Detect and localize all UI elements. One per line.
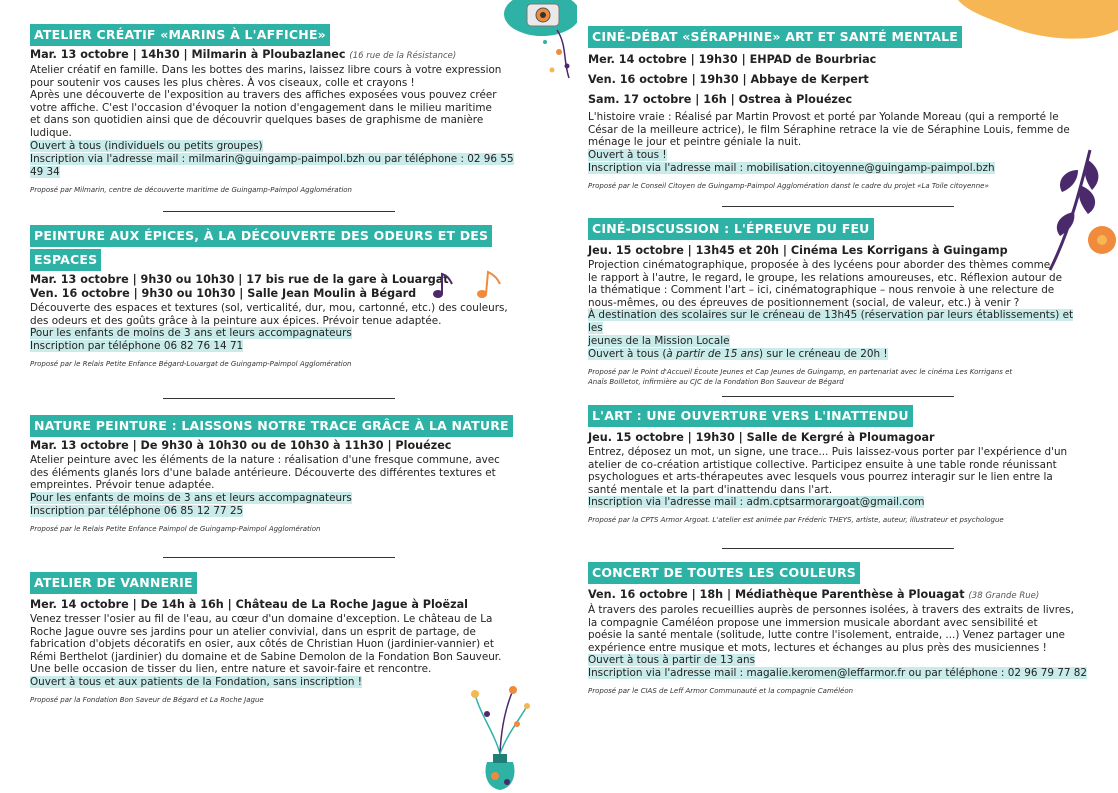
event-title-line: ATELIER CRÉATIF «MARINS À L'AFFICHE» [30,24,330,46]
event-credit: Proposé par la Fondation Bon Saveur de Bégard et La Roche Jague [30,695,264,704]
credit-line: Proposé par le Point d'Accueil Écoute Jeunes et Cap Jeunes de Guingamp, en partenariat avec le cinéma Les Korrigans et [588,368,1013,377]
description-line: ménage le jour et peintre géniale la nuit. [588,136,802,149]
event-date-line: Jeu. 15 octobre | 13h45 et 20h | Cinéma Les Korrigans à Guingamp [588,244,1008,257]
event-registration[interactable]: Inscription via l'adresse mail : magalie.keromen@leffarmor.fr ou par téléphone : 02 96 79 77 82 [588,667,1088,680]
description-line: psychologues et arts-thérapeutes avec lesquels vous pourrez interagir sur le lien entre la [588,471,1053,484]
description-line: empreintes. Prévoir tenue adaptée. [30,479,215,492]
event-title-line: CONCERT DE TOUTES LES COULEURS [588,562,860,584]
event-date-line: Mar. 13 octobre | De 9h30 à 10h30 ou de 10h30 à 11h30 | Plouézec [30,439,452,452]
event-address-note: (16 rue de la Résistance) [349,51,457,61]
event-concert-couleurs [588,562,1088,697]
section-divider [163,557,395,558]
description-line: César de la meilleure actrice), le film Séraphine retrace la vie de Séraphine Louis, femme de [588,123,1070,136]
event-audience: Ouvert à tous ! [588,148,667,161]
event-date-line [30,48,530,63]
event-registration[interactable]: Inscription par téléphone 06 82 76 14 71 [30,340,244,353]
event-audience: Pour les enfants de moins de 3 ans et leurs accompagnateurs [30,491,352,504]
event-cine-debat-seraphine [588,26,1088,191]
description-line: votre affiche. C'est l'occasion d'évoquer la notion d'engagement dans le milieu maritime [30,101,492,114]
description-line: Rémi Berthelot (jardinier) du domaine et de Sabine Demolon de la Fondation Bon Sauveur. [30,650,502,663]
event-date-line: Mar. 13 octobre | 9h30 ou 10h30 | 17 bis rue de la gare à Louargat [30,273,449,286]
event-credit: Proposé par le Relais Petite Enfance Paimpol de Guingamp-Paimpol Agglomération [30,524,321,533]
event-registration[interactable]: Inscription via l'adresse mail : mobilisation.citoyenne@guingamp-paimpol.bzh [588,161,995,174]
event-nature-peinture [30,415,530,534]
event-title [588,218,1088,240]
event-title [588,562,1088,584]
event-credit: Proposé par le Conseil Citoyen de Guingamp-Paimpol Agglomération danst le cadre du projet «La Toile citoyenne» [588,181,989,190]
event-credit: Proposé par Milmarin, centre de découverte maritime de Guingamp-Paimpol Agglomération [30,185,352,194]
yellow-blob-icon [958,0,1118,50]
description-line: Entrez, déposez un mot, un signe, une trace... Puis laissez-vous porter par l'expérience d'un [588,446,1068,458]
description-line: expérience entre musique et mots, lectures et échanges au plus près des musiciennes ! [588,641,1047,654]
event-title [30,225,530,271]
audience-pre: Ouvert à tous ( [588,348,667,361]
description-line: Venez tresser l'osier au fil de l'eau, au cœur d'un domaine d'exception. Le château de La [30,613,493,625]
event-title [30,572,530,594]
event-description [30,613,530,676]
section-divider [163,398,395,399]
event-title [30,415,530,437]
event-title [30,24,530,46]
description-line: L'histoire vraie : Réalisé par Martin Provost et porté par Yolande Moreau (qui a remporté le [588,111,1059,123]
event-atelier-marins [30,24,530,195]
event-title-line: PEINTURE AUX ÉPICES, À LA DÉCOUVERTE DES ODEURS ET DES [30,225,492,247]
event-date-line: Mer. 14 octobre | 19h30 | EHPAD de Bourbriac [588,53,877,66]
event-registration[interactable]: Inscription via l'adresse mail : milmarin@guingamp-paimpol.bzh ou par téléphone : 02 96 55 49 34 [30,152,514,178]
event-address-note: (38 Grande Rue) [968,591,1040,601]
description-line: Roche Jague ouvre ses jardins pour un atelier convivial, dans un esprit de partage, de [30,625,476,638]
event-date-line: Mer. 14 octobre | De 14h à 16h | Château de La Roche Jague à Ploëzal [30,598,468,611]
event-title-line: L'ART : UNE OUVERTURE VERS L'INATTENDU [588,405,913,427]
music-notes-icon [420,266,515,306]
description-line: nous-mêmes, ou des épreuves de positionnement (social, de valeur, etc.) à venir ? [588,296,1020,309]
purple-leaf-icon [1030,140,1118,280]
description-line: santé mentale et la part d'inattendu dans l'art. [588,483,833,496]
event-audience: Ouvert à tous et aux patients de la Fondation, sans inscription ! [30,675,362,688]
description-line: ludique. [30,126,72,139]
event-description [588,446,1088,496]
event-audience: Ouvert à tous (individuels ou petits groupes) [30,139,263,152]
description-line: fabrication d'objets décoratifs en osier, aux côtés de Christian Huon (jardinier-vannier) et [30,638,494,651]
description-line: Atelier créatif en famille. Dans les bottes des marins, laissez libre cours à votre expression [30,64,502,76]
event-title-line: ESPACES [30,249,101,271]
event-title [588,405,1088,427]
event-date-line [588,588,1088,603]
section-divider [722,206,954,207]
description-line: Découverte des espaces et textures (sol, verticalité, dur, mou, cartonné, etc.) des couleurs, [30,302,508,314]
event-credit: Proposé par le CIAS de Leff Armor Communauté et la compagnie Caméléon [588,687,854,696]
description-line: Une belle occasion de tisser du lien, entre nature et savoir-faire et rencontre. [30,663,432,676]
description-line: la thématique : Comment l'art – ici, cinématographique – nous renvoie à une relecture de [588,284,1055,297]
description-line: la compagnie Caméléon propose une immersion musicale abordant avec sensibilité et [588,616,1038,629]
vase-flowers-icon [465,684,535,793]
event-credit: Proposé par le Relais Petite Enfance Bégard-Louargat de Guingamp-Paimpol Agglomération [30,360,352,369]
description-line: le rapport à l'autre, le regard, le groupe, les relations amoureuses, etc. Réflexion autour de [588,271,1063,284]
event-audience: Pour les enfants de moins de 3 ans et leurs accompagnateurs [30,327,352,340]
event-audience: Ouvert à tous à partir de 13 ans [588,654,755,667]
camera-icon [497,0,577,95]
event-description [588,604,1088,654]
description-line: Après une découverte de l'exposition au travers des affiches exposées vous pouvez créer [30,89,497,102]
description-line: Atelier peinture avec les éléments de la nature : réalisation d'une fresque commune, avec [30,454,500,466]
event-title-line: ATELIER DE VANNERIE [30,572,197,594]
event-credit: Proposé par la CPTS Armor Argoat. L'atelier est animée par Fréderic THEYS, artiste, auteur, illustrateur et psychologue [588,516,1004,525]
description-line: À travers des paroles recueillies auprès de personnes isolées, à travers des extraits de livres, [588,604,1074,616]
description-line: atelier de co-création artistique collective. Participez ensuite à une table ronde réunissant [588,458,1057,471]
event-registration[interactable]: Inscription via l'adresse mail : adm.cptsarmorargoat@gmail.com [588,496,925,509]
event-date-line: Sam. 17 octobre | 16h | Ostrea à Plouézec [588,93,853,106]
event-description [588,259,1088,309]
event-date-line: Ven. 16 octobre | 19h30 | Abbaye de Kerpert [588,73,869,86]
event-vannerie [30,572,530,705]
event-art-inattendu [588,405,1088,526]
event-date-line: Ven. 16 octobre | 9h30 ou 10h30 | Salle Jean Moulin à Bégard [30,287,417,300]
event-credit [588,368,1088,387]
description-line: et dans son quotidien ainsi que de découvrir quelques bases de graphisme de manière [30,114,484,127]
event-title-line: CINÉ-DÉBAT «SÉRAPHINE» ART ET SANTÉ MENTALE [588,26,962,48]
description-line: pour soutenir vos causes les plus chères. À vos ciseaux, colle et crayons ! [30,76,415,89]
audience-post: ) sur le créneau de 20h ! [759,348,888,361]
event-cine-discussion [588,218,1088,387]
event-date-text: Mar. 13 octobre | 14h30 | Milmarin à Ploubazlanec [30,48,346,61]
description-line: des éléments glanés lors d'une balade antérieure. Découverte des différentes textures et [30,466,496,479]
event-date-line: Jeu. 15 octobre | 19h30 | Salle de Kergré à Ploumagoar [588,431,935,444]
event-description [588,111,1088,149]
event-title-line: NATURE PEINTURE : LAISSONS NOTRE TRACE GRÂCE À LA NATURE [30,415,513,437]
event-title-line: CINÉ-DISCUSSION : L'ÉPREUVE DU FEU [588,218,874,240]
event-description [30,64,530,140]
section-divider [722,548,954,549]
credit-line: Anaïs Boilletot, infirmière au CJC de la Fondation Bon Sauveur de Bégard [588,377,844,386]
audience-age: à partir de 15 ans [666,348,760,361]
event-description [30,454,530,492]
event-audience: jeunes de la Mission Locale [588,335,730,348]
event-date-text: Ven. 16 octobre | 18h | Médiathèque Parenthèse à Plouagat [588,588,965,601]
section-divider [722,396,954,397]
section-divider [163,211,395,212]
description-line: des odeurs et des goûts grâce à la peinture aux épices. Prévoir tenue adaptée. [30,314,442,327]
event-audience: À destination des scolaires sur le créneau de 13h45 (réservation par leurs établissements) et les [588,309,1074,335]
event-audience-evening [588,348,888,360]
event-registration[interactable]: Inscription par téléphone 06 85 12 77 25 [30,504,244,517]
description-line: Projection cinématographique, proposée à des lycéens pour aborder des thèmes comme [588,259,1051,271]
description-line: poésie la santé mentale (solitude, lutte contre l'isolement, entraide, ...) Venez partager une [588,629,1065,642]
